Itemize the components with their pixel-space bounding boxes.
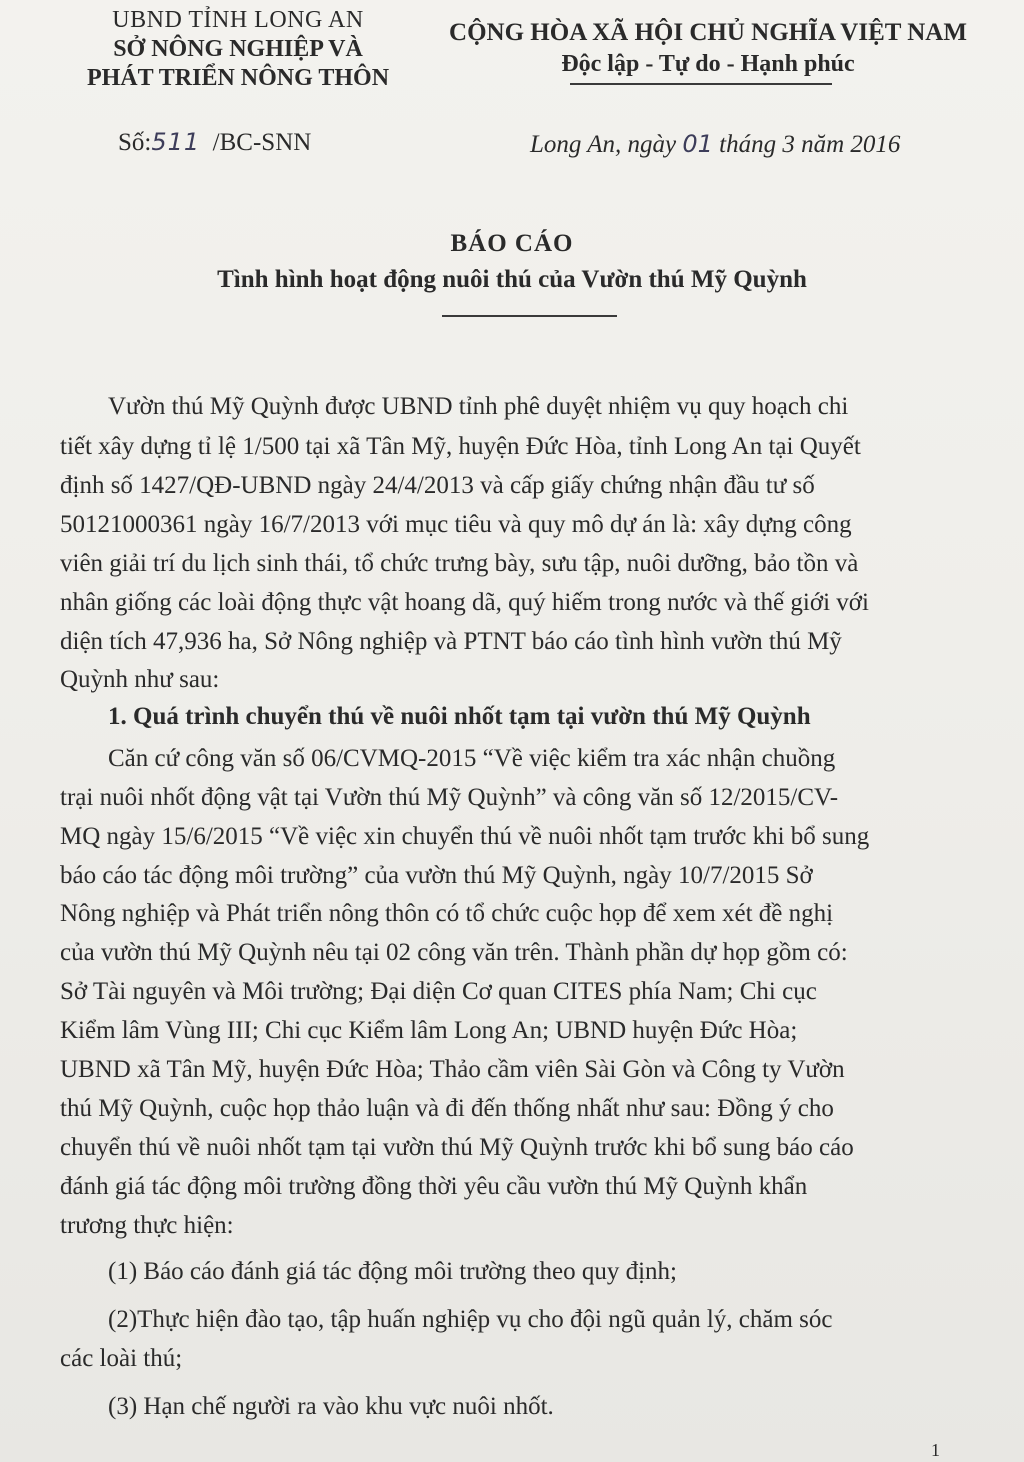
section-1-line: Kiểm lâm Vùng III; Chi cục Kiểm lâm Long An; UBND huyện Đức Hòa; (60, 1017, 798, 1044)
intro-line: nhân giống các loài động thực vật hoang dã, quý hiếm trong nước và thế giới với (60, 589, 869, 616)
motto-underline (570, 83, 832, 85)
list-item: (3) Hạn chế người ra vào khu vực nuôi nhốt. (108, 1393, 554, 1420)
intro-line: Quỳnh như sau: (60, 666, 220, 693)
national-title: CỘNG HÒA XÃ HỘI CHỦ NGHĨA VIỆT NAM (449, 19, 967, 46)
document-date (530, 130, 900, 159)
section-1-line: báo cáo tác động môi trường” của vườn thú Mỹ Quỳnh, ngày 10/7/2015 Sở (60, 862, 813, 889)
section-1-line: chuyển thú về nuôi nhốt tạm tại vườn thú Mỹ Quỳnh trước khi bổ sung báo cáo (60, 1134, 854, 1161)
issuing-authority-block (58, 6, 418, 93)
list-item: các loài thú; (60, 1345, 183, 1372)
list-item: (2)Thực hiện đào tạo, tập huấn nghiệp vụ cho đội ngũ quản lý, chăm sóc (108, 1306, 833, 1333)
intro-line: Vườn thú Mỹ Quỳnh được UBND tỉnh phê duyệt nhiệm vụ quy hoạch chi (108, 393, 849, 420)
doc-number-handwritten: 511 (151, 128, 201, 156)
section-1-line: của vườn thú Mỹ Quỳnh nêu tại 02 công văn trên. Thành phần dự họp gồm có: (60, 939, 848, 966)
section-1-heading: 1. Quá trình chuyển thú về nuôi nhốt tạm tại vườn thú Mỹ Quỳnh (108, 703, 811, 730)
section-1-line: trại nuôi nhốt động vật tại Vườn thú Mỹ Quỳnh” và công văn số 12/2015/CV- (60, 784, 839, 811)
date-day-handwritten: 01 (682, 130, 713, 158)
section-1-line: trương thực hiện: (60, 1212, 234, 1239)
document-number (118, 128, 311, 157)
national-motto: Độc lập - Tự do - Hạnh phúc (561, 51, 855, 77)
section-1-line: MQ ngày 15/6/2015 “Về việc xin chuyển thú về nuôi nhốt tạm trước khi bổ sung (60, 823, 870, 850)
section-1-line: Nông nghiệp và Phát triển nông thôn có tổ chức cuộc họp để xem xét đề nghị (60, 900, 834, 927)
intro-line: diện tích 47,936 ha, Sở Nông nghiệp và PTNT báo cáo tình hình vườn thú Mỹ (60, 628, 842, 655)
section-1-line: Sở Tài nguyên và Môi trường; Đại diện Cơ quan CITES phía Nam; Chi cục (60, 978, 817, 1005)
authority-line-2: SỞ NÔNG NGHIỆP VÀ (113, 36, 363, 62)
authority-line-1: UBND TỈNH LONG AN (112, 7, 364, 33)
doc-number-prefix: Số: (118, 129, 152, 156)
intro-line: 50121000361 ngày 16/7/2013 với mục tiêu và quy mô dự án là: xây dựng công (60, 511, 852, 538)
section-1-line: Căn cứ công văn số 06/CVMQ-2015 “Về việc kiểm tra xác nhận chuồng (108, 745, 836, 772)
intro-line: định số 1427/QĐ-UBND ngày 24/4/2013 và cấp giấy chứng nhận đầu tư số (60, 472, 815, 499)
intro-line: viên giải trí du lịch sinh thái, tổ chức trưng bày, sưu tập, nuôi dưỡng, bảo tồn và (60, 550, 859, 577)
page-number: 1 (931, 1440, 940, 1460)
title-divider (442, 315, 617, 317)
date-prefix: Long An, ngày (530, 131, 683, 158)
intro-line: tiết xây dựng tỉ lệ 1/500 tại xã Tân Mỹ, huyện Đức Hòa, tỉnh Long An tại Quyết (60, 433, 861, 460)
section-1-line: thú Mỹ Quỳnh, cuộc họp thảo luận và đi đến thống nhất như sau: Đồng ý cho (60, 1095, 834, 1122)
doc-number-suffix: /BC-SNN (212, 129, 312, 156)
date-suffix: tháng 3 năm 2016 (712, 131, 901, 158)
section-1-line: UBND xã Tân Mỹ, huyện Đức Hòa; Thảo cầm viên Sài Gòn và Công ty Vườn (60, 1056, 845, 1083)
section-1-line: đánh giá tác động môi trường đồng thời yêu cầu vườn thú Mỹ Quỳnh khẩn (60, 1173, 808, 1200)
authority-line-3: PHÁT TRIỂN NÔNG THÔN (86, 65, 390, 91)
report-title: BÁO CÁO (450, 230, 574, 257)
report-subtitle: Tình hình hoạt động nuôi thú của Vườn thú Mỹ Quỳnh (217, 266, 807, 293)
national-title-block (448, 18, 968, 80)
list-item: (1) Báo cáo đánh giá tác động môi trường theo quy định; (108, 1258, 678, 1285)
